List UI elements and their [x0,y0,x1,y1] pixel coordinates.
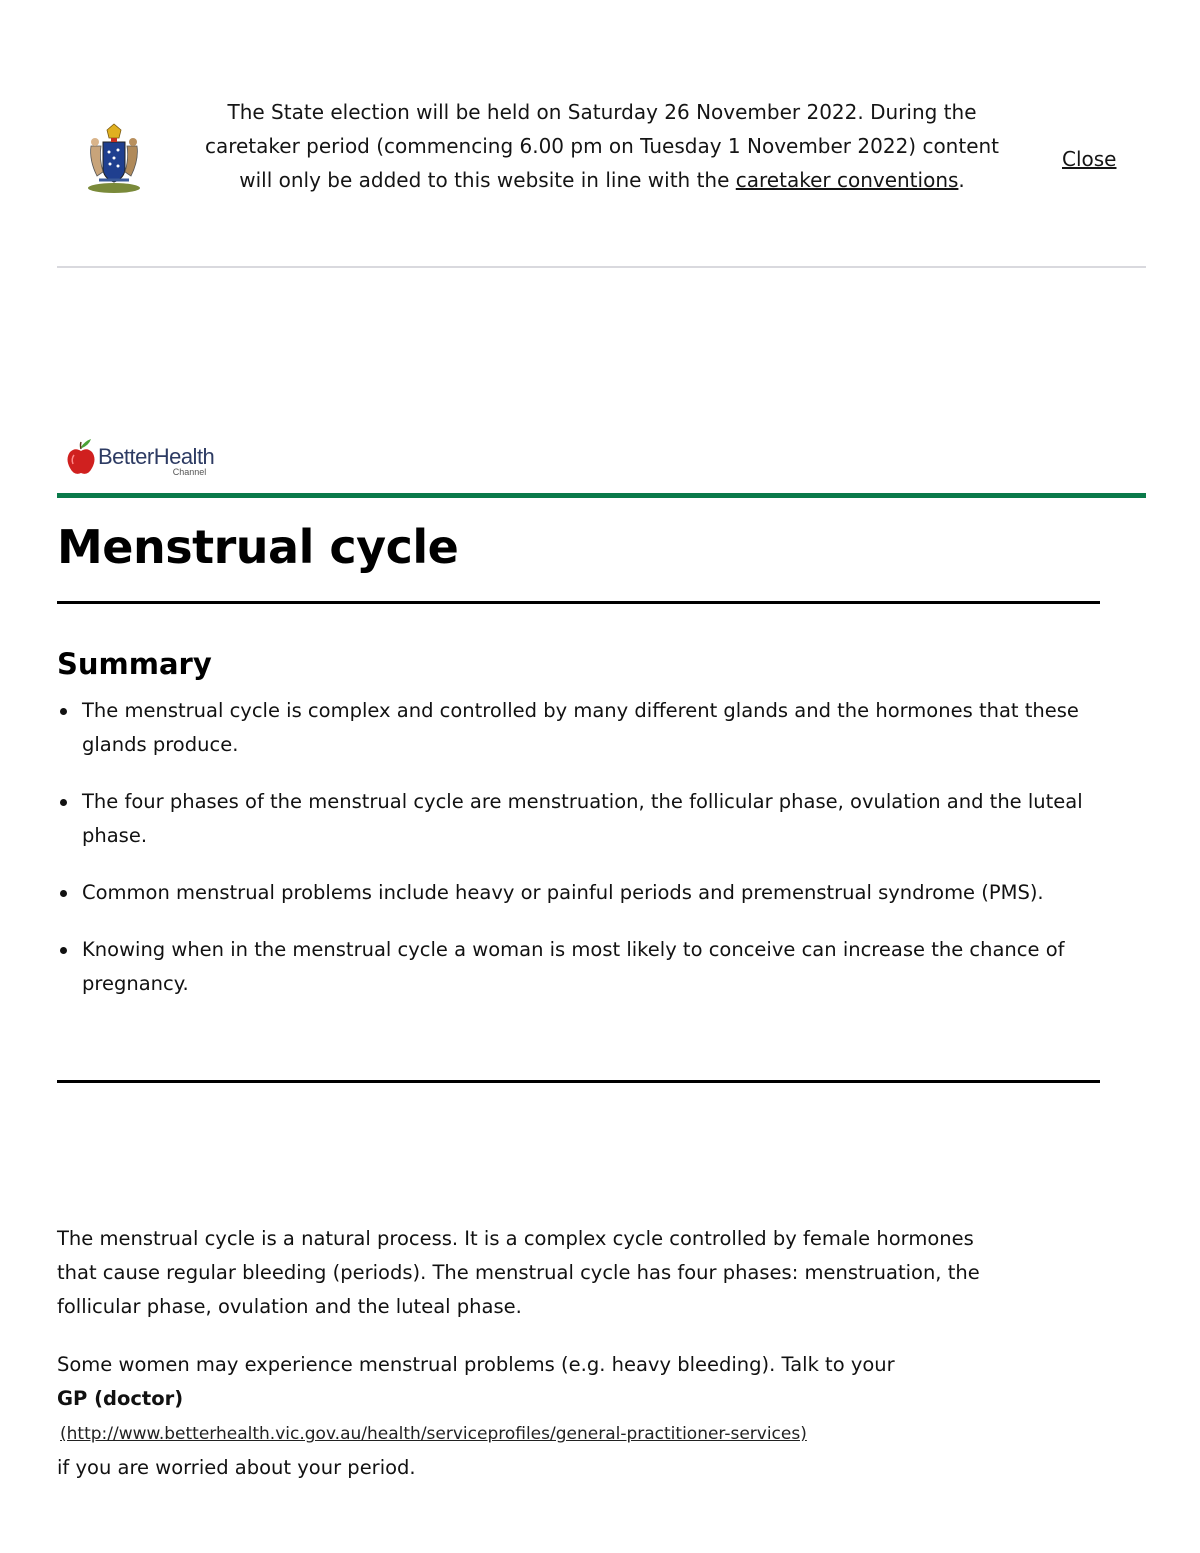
summary-item: Common menstrual problems include heavy or painful periods and premenstrual syndrome (PMS). [57,876,1087,910]
page-title: Menstrual cycle [57,520,459,574]
banner-divider [57,266,1146,268]
summary-item: The menstrual cycle is complex and controlled by many different glands and the hormones that these glands produce. [57,694,1087,762]
intro-paragraph: The menstrual cycle is a natural process. It is a complex cycle controlled by female hormones that cause regular bleeding (periods). The menstrual cycle has four phases: menstruation, the follicular phase, ovulation and the luteal phase. [57,1227,980,1318]
apple-icon [66,437,96,477]
gp-url-link[interactable]: (http://www.betterhealth.vic.gov.au/health/serviceprofiles/general-practitioner-services) [60,1424,807,1444]
brand-divider [57,493,1146,498]
better-health-logo[interactable] [66,437,214,479]
logo-name: BetterHealth [98,444,215,469]
summary-item: Knowing when in the menstrual cycle a woman is most likely to conceive can increase the chance of pregnancy. [57,933,1087,1001]
close-banner-button[interactable]: Close [1062,147,1117,171]
summary-heading: Summary [57,647,212,681]
election-notice-text: The State election will be held on Saturday 26 November 2022. During the caretaker period (commencing 6.00 pm on Tuesday 1 November 2022) content will only be added to this website in line with the [204,100,1000,192]
election-banner [57,90,1146,240]
victoria-coat-of-arms-icon [85,122,143,194]
title-divider [57,601,1100,604]
logo-subtitle: Channel [172,467,207,477]
gp-link[interactable]: GP (doctor) [57,1387,184,1410]
election-notice-end: . [958,168,965,192]
caretaker-conventions-link[interactable]: caretaker conventions [735,168,959,192]
election-notice [187,95,1017,197]
summary-list [57,694,1087,1024]
problems-paragraph [57,1348,1017,1485]
problems-text-end: if you are worried about your period. [57,1456,416,1479]
problems-text: Some women may experience menstrual problems (e.g. heavy bleeding). Talk to your [57,1353,895,1376]
logo-wordmark [98,444,215,477]
summary-item: The four phases of the menstrual cycle are menstruation, the follicular phase, ovulation and the luteal phase. [57,785,1087,853]
summary-divider [57,1080,1100,1083]
